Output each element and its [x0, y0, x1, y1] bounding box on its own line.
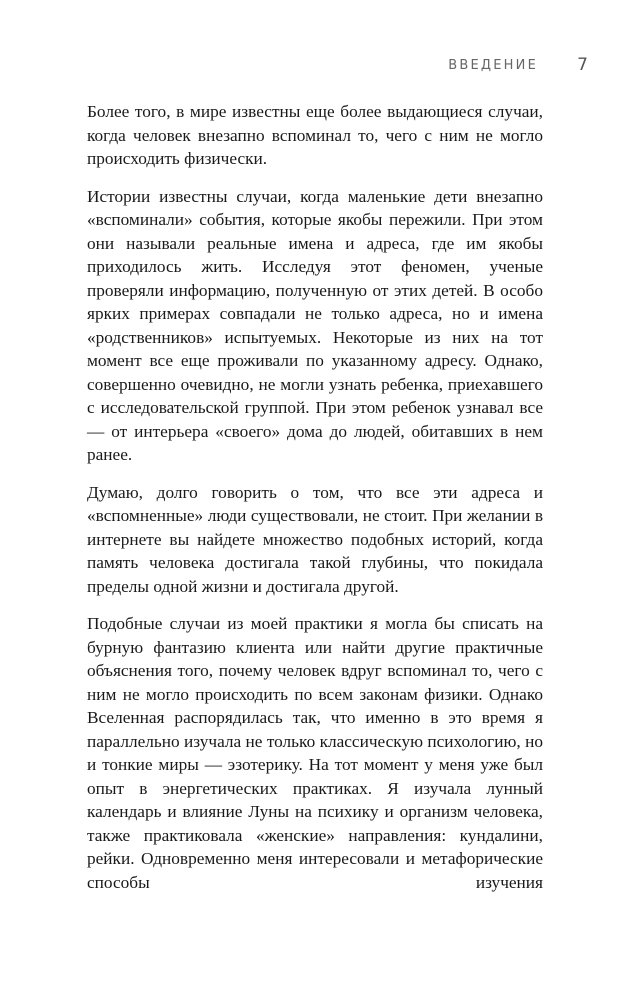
- page-number: 7: [577, 55, 588, 75]
- paragraph: Думаю, долго говорить о том, что все эти адреса и «вспомненные» люди существовали, не стоит. При желании в интернете вы найдете множество подобных историй, когда память человека достигала такой глубины, что покидала пределы одной жизни и достигала другой.: [87, 482, 543, 596]
- paragraph: Подобные случаи из моей практики я могла бы списать на бурную фантазию клиента или найти другие практичные объяснения того, почему человек вдруг вспоминал то, чего с ним не могло происходить по всем законам физики. Однако Вселенная распорядилась так, что именно в это время я параллельно изучала не только классическую психологию, но и тонкие миры — эзотерику. На тот момент у меня уже был опыт в энергетических практиках. Я изучала лунный календарь и влияние Луны на психику и организм человека, также практиковала «женские» направления: кундалини, рейки. Одновременно меня интересовали и метафорические способы изучения: [87, 614, 543, 892]
- running-head: [0, 56, 644, 80]
- paragraph: Истории известны случаи, когда маленькие дети внезапно «вспоминали» события, которые якобы пережили. При этом они называли реальные имена и адреса, где им якобы приходилось жить. Исследуя этот феномен, ученые проверяли информацию, полученную от этих детей. В особо ярких примерах совпадали не только адреса, но и имена «родственников» испытуемых. Некоторые из них на тот момент все еще проживали по указанному адресу. Однако, совершенно очевидно, не могли узнать ребенка, приехавшего с исследовательской группой. При этом ребенок узнавал все — от интерьера «своего» дома до людей, обитавших в нем ранее.: [87, 186, 543, 464]
- paragraph: Более того, в мире известны еще более выдающиеся случаи, когда человек внезапно вспоминал то, чего с ним не могло происходить физически.: [87, 102, 543, 168]
- text-body: [87, 100, 543, 908]
- section-title: ВВЕДЕНИЕ: [448, 58, 538, 73]
